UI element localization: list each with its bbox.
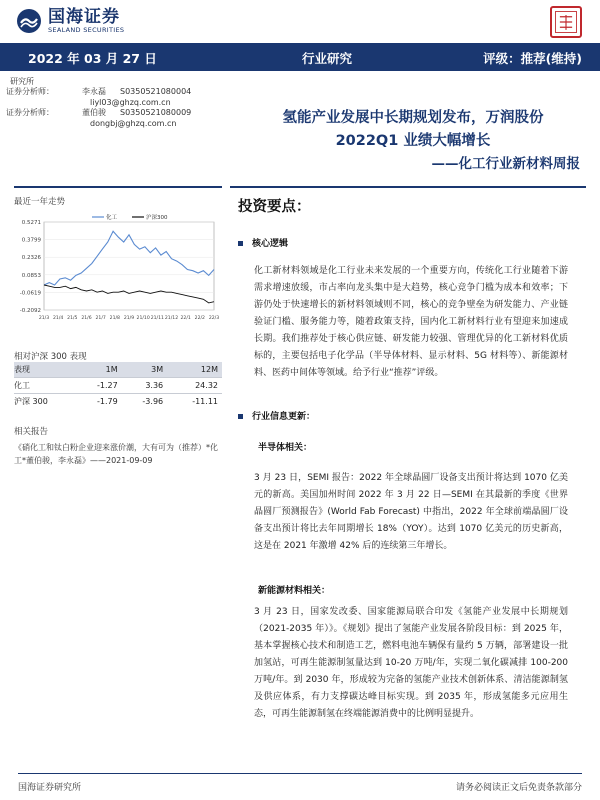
key-points-title: 投资要点： bbox=[238, 199, 311, 215]
table-cell: 3.36 bbox=[122, 378, 167, 394]
x-tick-label: 21/7 bbox=[95, 316, 106, 321]
report-title-line1: 氢能产业发展中长期规划发布，万润股份 bbox=[282, 110, 544, 126]
perf-table bbox=[14, 362, 222, 409]
report-date: 2022 年 03 月 27 日 bbox=[28, 51, 157, 66]
analyst-role: 证券分析师： bbox=[6, 108, 54, 117]
news-heading bbox=[238, 409, 315, 422]
institute-label: 研究所 bbox=[10, 77, 34, 86]
trend-chart bbox=[14, 210, 222, 330]
core-logic-text: 化工新材料领域是化工行业未来发展的一个重要方向，传统化工行业随着下游需求增速放缓，市占率向龙头集中是大趋势，核心竞争门槛为成本和效率；下游仍处于快速增长的新材料领域则不同，核心的竞争壁垒为研发能力、产业链验证门槛、服务能力等，随着政策支持，国内化工新材料行业有望迎来加速成长期。我们推荐处于核心供应链、研发能力较强、管理优异的化工新材料优质标的，主要包括电子化学品（半导体材料、显示材料、5G 材料等）、新能源材料、医药中间体等领域。给予行业“推荐”评级。 bbox=[254, 266, 568, 378]
table-cell: 沪深 300 bbox=[14, 393, 76, 409]
table-cell: -1.79 bbox=[76, 393, 121, 409]
company-logo bbox=[16, 8, 124, 34]
analyst-cert: S0350521080009 bbox=[120, 108, 192, 117]
table-cell: -3.96 bbox=[122, 393, 167, 409]
related-title: 相关报告 bbox=[14, 427, 49, 437]
analyst-row bbox=[6, 87, 231, 98]
core-logic-heading bbox=[238, 236, 288, 249]
column-header: 3M bbox=[122, 362, 167, 378]
new-energy-text: 3 月 23 日，国家发改委、国家能源局联合印发《氢能产业发展中长期规划（2021-2035 年）》。《规划》提出了氢能产业发展各阶段目标：到 2025 年，基本掌握核心技术和制造工艺，燃料电池车辆保有量约 5 万辆，部署建设一批加氢站，可再生能源制氢量达到 10-20 万吨/年，实现二氧化碳减排 100-200 万吨/年。到 2030 年，形成较为完备的氢能产业技术创新体系、清洁能源制氢及供应体系，有力支撑碳达峰目标实现。到 2035 年，形成氢能多元应用生态，可再生能源制氢在终端能源消费中的比例明显提升。 bbox=[254, 607, 568, 719]
sealand-logo-icon bbox=[16, 8, 42, 34]
bullet-square-icon bbox=[238, 241, 243, 246]
trend-chart-svg bbox=[14, 210, 222, 330]
x-tick-label: 21/11 bbox=[150, 316, 164, 321]
report-subtitle: ——化工行业新材料周报 bbox=[431, 156, 580, 172]
analyst-row bbox=[6, 108, 231, 119]
analyst-role: 证券分析师： bbox=[6, 87, 54, 96]
x-tick-label: 21/4 bbox=[53, 316, 64, 321]
report-category: 行业研究 bbox=[302, 51, 353, 66]
x-tick-label: 21/6 bbox=[81, 316, 92, 321]
x-tick-label: 21/9 bbox=[123, 316, 135, 321]
table-header-row bbox=[14, 362, 222, 378]
report-header-bar bbox=[0, 43, 600, 71]
x-tick-label: 21/10 bbox=[136, 316, 150, 321]
y-tick-label: 0.0853 bbox=[21, 272, 41, 279]
new-energy-heading: 新能源材料相关： bbox=[258, 586, 331, 596]
table-cell: 化工 bbox=[14, 378, 76, 394]
right-divider bbox=[230, 186, 586, 188]
analyst-email-link[interactable]: liyl03@ghzq.com.cn bbox=[90, 97, 171, 107]
y-tick-label: 0.5271 bbox=[21, 220, 41, 226]
legend-label: 沪深300 bbox=[146, 215, 168, 221]
report-title-line2: 2022Q1 业绩大幅增长 bbox=[335, 133, 491, 149]
table-cell: -1.27 bbox=[76, 378, 121, 394]
column-header: 表现 bbox=[14, 362, 76, 378]
left-divider bbox=[14, 186, 222, 188]
x-tick-label: 22/3 bbox=[208, 316, 220, 321]
semiconductor-text: 3 月 23 日，SEMI 报告：2022 年全球晶圆厂设备支出预计将达到 1070 亿美元的新高。美国加州时间 2022 年 3 月 22 日—SEMI 在其最新的季度《世界晶圆厂预测报告》(World Fab Forecast) 中指出，2022 年全球前端晶圆厂设备支出预计将比去年同期增长 18%（YOY）。达到 1070 亿美元的历史新高，这是在 2021 年激增 42% 后的连续第三年增长。 bbox=[254, 473, 568, 551]
series-line-csi300 bbox=[44, 285, 214, 303]
table-cell: -11.11 bbox=[167, 393, 222, 409]
x-tick-label: 21/8 bbox=[109, 316, 120, 321]
analyst-block bbox=[6, 76, 231, 129]
report-rating: 评级：推荐(维持) bbox=[483, 51, 582, 66]
column-header: 12M bbox=[167, 362, 222, 378]
y-tick-label: -0.2092 bbox=[19, 308, 41, 314]
semiconductor-heading: 半导体相关： bbox=[258, 443, 313, 453]
analyst-email-row bbox=[6, 119, 231, 130]
column-header: 1M bbox=[76, 362, 121, 378]
analyst-cert: S0350521080004 bbox=[120, 87, 192, 96]
related-report-link[interactable]: 《硝化工和钛白粉企业迎来涨价潮，大有可为（推荐）*化工*董伯骏，李永磊》——2021-09-09 bbox=[14, 443, 218, 465]
analyst-name: 董伯骏 bbox=[82, 108, 106, 117]
company-seal-stamp bbox=[550, 6, 582, 38]
table-row bbox=[14, 393, 222, 409]
x-tick-label: 22/2 bbox=[194, 316, 205, 321]
x-tick-label: 21/5 bbox=[67, 316, 78, 321]
chart-section-title: 最近一年走势 bbox=[14, 197, 66, 207]
analyst-email-row bbox=[6, 98, 231, 109]
legend-label: 化工 bbox=[106, 215, 118, 221]
footer-disclaimer-note: 请务必阅读正文后免责条款部分 bbox=[455, 783, 582, 793]
core-logic-label: 核心逻辑 bbox=[252, 239, 289, 249]
x-tick-label: 22/1 bbox=[180, 316, 191, 321]
perf-table-title: 相对沪深 300 表现 bbox=[14, 352, 87, 362]
table-row bbox=[14, 378, 222, 394]
x-tick-label: 21/3 bbox=[38, 316, 50, 321]
y-tick-label: 0.3799 bbox=[21, 237, 41, 244]
y-tick-label: -0.0619 bbox=[19, 290, 41, 297]
footer-institute: 国海证券研究所 bbox=[18, 783, 82, 793]
logo-name-cn: 国海证券 bbox=[48, 7, 120, 27]
logo-name-en: SEALAND SECURITIES bbox=[48, 26, 125, 34]
x-tick-label: 21/12 bbox=[164, 316, 179, 321]
y-tick-label: 0.2326 bbox=[21, 255, 41, 262]
analyst-name: 李永磊 bbox=[82, 87, 106, 96]
series-line-chemical bbox=[44, 231, 214, 285]
table-cell: 24.32 bbox=[167, 378, 222, 394]
bullet-square-icon bbox=[238, 414, 243, 419]
analyst-email-link[interactable]: dongbj@ghzq.com.cn bbox=[90, 118, 177, 128]
footer-divider bbox=[18, 773, 582, 774]
news-label: 行业信息更新： bbox=[252, 412, 316, 422]
